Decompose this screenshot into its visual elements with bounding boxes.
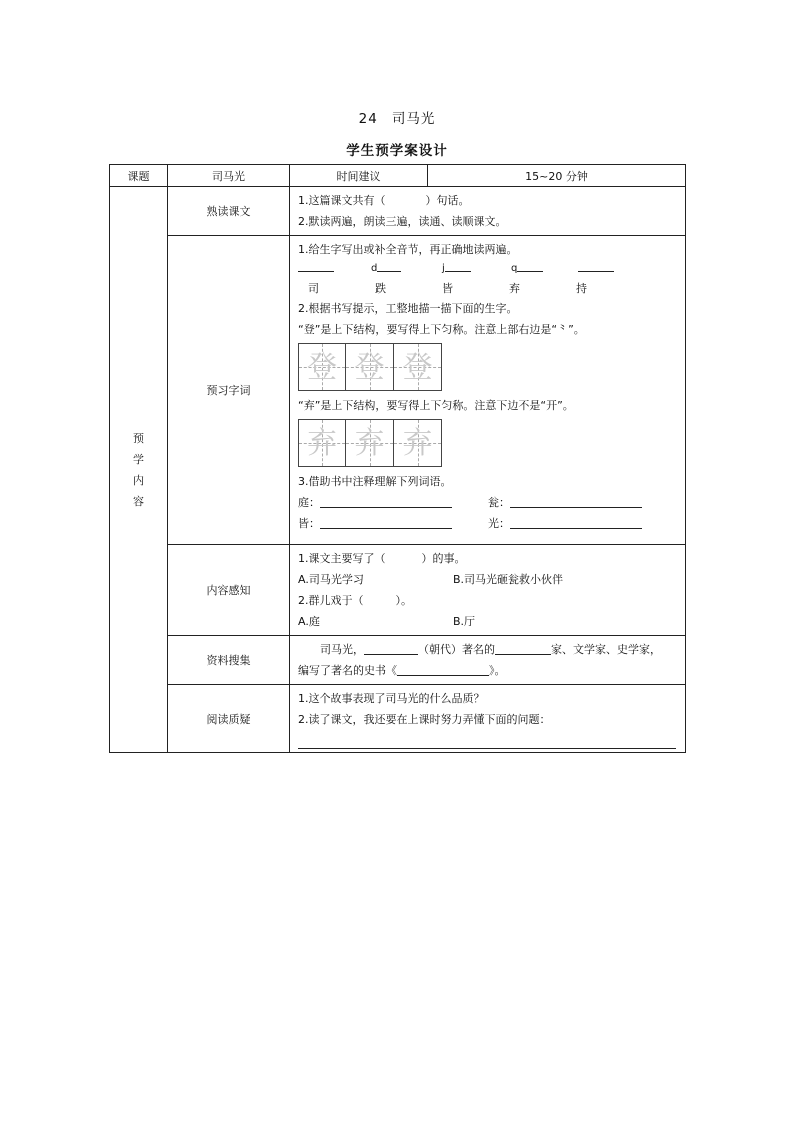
words-row: [110, 236, 686, 545]
words-q3: 3.借助书中注释理解下列词语。: [298, 475, 452, 488]
option-b[interactable]: B.司马光砸瓮救小伙伴: [453, 573, 564, 586]
pinyin-blank[interactable]: [445, 260, 471, 272]
profession-blank[interactable]: [495, 642, 551, 655]
tracing-grid-qi: [298, 419, 685, 467]
option-a[interactable]: A.庭: [298, 615, 320, 628]
questions-content: [290, 685, 686, 753]
option-a[interactable]: A.司马光学习: [298, 573, 364, 586]
questions-row: [110, 685, 686, 753]
pinyin-blank[interactable]: [578, 260, 614, 272]
tian-grid-box[interactable]: 弃: [346, 419, 394, 467]
questions-q2: 2.读了课文，我还要在上课时努力弄懂下面的问题：: [298, 713, 551, 726]
words-content: [290, 236, 686, 545]
questions-q1: 1.这个故事表现了司马光的什么品质？: [298, 692, 485, 705]
words-q2: 2.根据书写提示，工整地描一描下面的生字。: [298, 302, 518, 315]
tian-grid-box[interactable]: 登: [346, 343, 394, 391]
hint-qi: “弃”是上下结构，要写得上下匀称。注意下边不是“开”。: [298, 399, 574, 412]
tracing-grid-deng: [298, 343, 685, 391]
research-content: 司马光， （朝代）著名的 家、文学家、史学家， 编写了著名的史书《 》。: [290, 636, 686, 685]
option-b[interactable]: B.厅: [453, 615, 476, 628]
pinyin-blank[interactable]: [298, 260, 334, 272]
definition-blank[interactable]: [320, 495, 452, 508]
definition-blank[interactable]: [320, 516, 452, 529]
chars-row: 司 跌 皆 弃 持: [308, 282, 587, 295]
content-row: [110, 545, 686, 636]
lesson-title: [0, 107, 794, 127]
definitions-row-2: 皆： 光：: [298, 513, 685, 534]
prestudy-table: [109, 164, 686, 753]
lesson-name: 司马光: [391, 111, 436, 127]
book-title-blank[interactable]: [397, 663, 489, 676]
tian-grid-box[interactable]: 弃: [394, 419, 442, 467]
definitions-row-1: 庭： 瓮：: [298, 492, 685, 513]
tian-grid-box[interactable]: 登: [298, 343, 346, 391]
time-value: 15~20 分钟: [428, 165, 686, 187]
words-q1: 1.给生字写出或补全音节，再正确地读两遍。: [298, 243, 518, 256]
topic-label: 课题: [110, 165, 168, 187]
pinyin-blank[interactable]: [517, 260, 543, 272]
tian-grid-box[interactable]: 弃: [298, 419, 346, 467]
reading-label: 熟读课文: [168, 187, 290, 236]
hint-deng: “登”是上下结构，要写得上下匀称。注意上部右边是“⺀”。: [298, 323, 585, 336]
reading-content: 1.这篇课文共有（ ）句话。 2.默读两遍，朗读三遍，读通、读顺课文。: [290, 187, 686, 236]
pinyin-blank[interactable]: [377, 260, 401, 272]
section-label: 预 学 内 容: [110, 187, 168, 753]
answer-line[interactable]: [298, 732, 676, 749]
pinyin-row: d j q: [298, 260, 685, 279]
words-label: 预习字词: [168, 236, 290, 545]
content-content: 1.课文主要写了（ ）的事。 A.司马光学习 B.司马光砸瓮救小伙伴 2.群儿戏于（ ）。 A.庭 B.厅: [290, 545, 686, 636]
content-label: 内容感知: [168, 545, 290, 636]
topic-value: 司马光: [168, 165, 290, 187]
questions-label: 阅读质疑: [168, 685, 290, 753]
tian-grid-box[interactable]: 登: [394, 343, 442, 391]
definition-blank[interactable]: [510, 495, 642, 508]
time-label: 时间建议: [290, 165, 428, 187]
research-row: [110, 636, 686, 685]
dynasty-blank[interactable]: [364, 642, 418, 655]
document-subtitle: 学生预学案设计: [346, 143, 448, 159]
reading-row: [110, 187, 686, 236]
research-label: 资料搜集: [168, 636, 290, 685]
reading-line-2: 2.默读两遍，朗读三遍，读通、读顺课文。: [298, 215, 507, 228]
definition-blank[interactable]: [510, 516, 642, 529]
header-row: [110, 165, 686, 187]
lesson-number: 24: [358, 111, 378, 127]
